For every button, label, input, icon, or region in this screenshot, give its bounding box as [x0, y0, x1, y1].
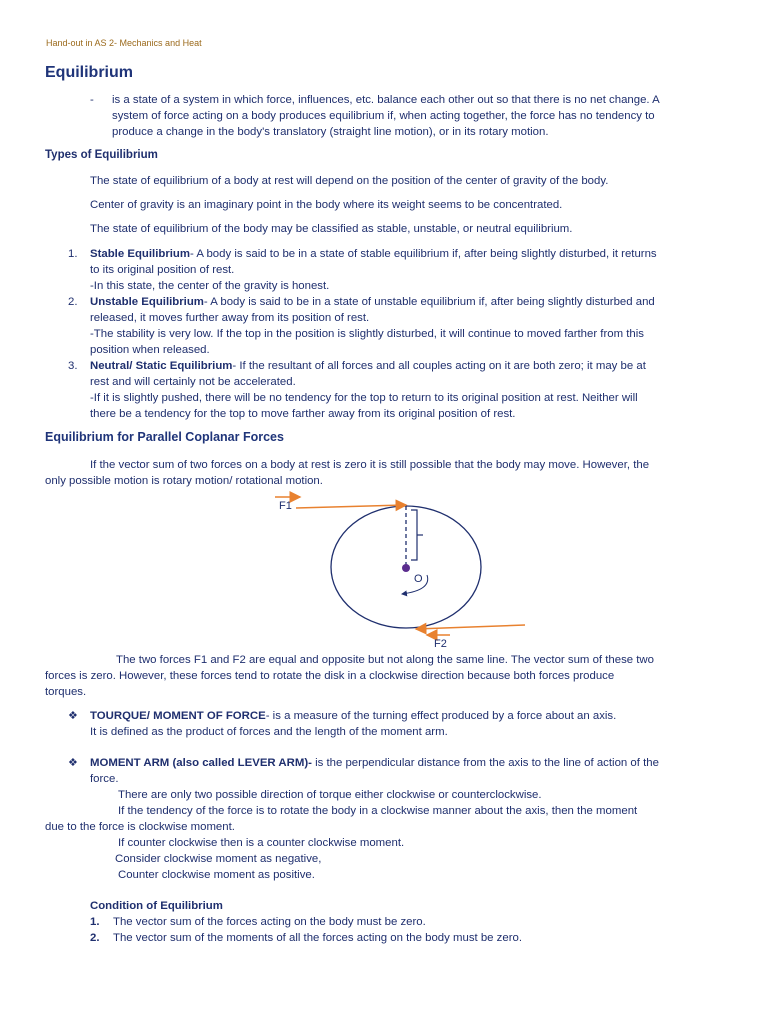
condition-heading: Condition of Equilibrium — [90, 900, 223, 912]
torque-text: It is defined as the product of forces and the length of the moment arm. — [90, 726, 448, 738]
list-term: Neutral/ Static Equilibrium — [90, 360, 233, 372]
intro-line: is a state of a system in which force, influences, etc. balance each other out so that there is no net change. A — [112, 94, 660, 106]
diamond-bullet-icon: ❖ — [68, 757, 78, 769]
list-text: - A body is said to be in a state of stable equilibrium if, after being slightly disturbed, it returns — [190, 248, 657, 260]
moment-arm-text: is the perpendicular distance from the axis to the line of action of the — [311, 757, 659, 769]
list-number: 2. — [68, 296, 78, 308]
list-text: -The stability is very low. If the top in the position is slightly disturbed, it will continue to moved farther from this — [90, 328, 644, 340]
list-item-neutral — [90, 358, 730, 422]
parallel-paragraph-line: If the vector sum of two forces on a body at rest is zero it is still possible that the body may move. However, the — [90, 459, 650, 471]
intro-dash: - — [90, 94, 94, 106]
list-text: there be a tendency for the top to move farther away from its original position of rest. — [90, 408, 516, 420]
list-text: position when released. — [90, 344, 210, 356]
condition-item: The vector sum of the forces acting on the body must be zero. — [113, 916, 426, 928]
pivot-label: O — [414, 573, 423, 585]
torque-definition — [90, 708, 730, 740]
list-text: - A body is said to be in a state of unstable equilibrium if, after being slightly disturbed and — [203, 296, 655, 308]
intro-line: produce a change in the body's translatory (straight line motion), or in its rotary motion. — [112, 126, 549, 138]
list-number: 3. — [68, 360, 78, 372]
moment-text-line: There are only two possible direction of torque either clockwise or counterclockwise. — [118, 789, 542, 801]
diagram-paragraph-line: forces is zero. However, these forces tend to rotate the disk in a clockwise direction because both forces produce — [45, 670, 615, 682]
torque-term: TOURQUE/ MOMENT OF FORCE — [90, 710, 266, 722]
intro-line: system of force acting on a body produces equilibrium if, when acting together, the force has no tendency to — [112, 110, 655, 122]
section-heading-parallel-forces: Equilibrium for Parallel Coplanar Forces — [45, 430, 284, 444]
list-term: Unstable Equilibrium — [90, 296, 204, 308]
diagram-paragraph-line: The two forces F1 and F2 are equal and opposite but not along the same line. The vector sum of these two — [116, 654, 654, 666]
list-item-unstable — [90, 294, 730, 358]
types-paragraph: The state of equilibrium of the body may be classified as stable, unstable, or neutral equilibrium. — [90, 223, 573, 235]
pivot-point — [402, 564, 410, 572]
list-item-stable — [90, 246, 730, 294]
list-number: 1. — [68, 248, 78, 260]
types-heading: Types of Equilibrium — [45, 149, 158, 161]
list-term: Stable Equilibrium — [90, 248, 190, 260]
intro-paragraph — [112, 92, 728, 140]
moment-text-line: If counter clockwise then is a counter clockwise moment. — [118, 837, 405, 849]
moment-arm-bracket — [411, 510, 417, 560]
types-paragraph: Center of gravity is an imaginary point in the body where its weight seems to be concentrated. — [90, 199, 563, 211]
moment-arm-text: force. — [90, 773, 119, 785]
types-paragraph: The state of equilibrium of a body at rest will depend on the position of the center of gravity of the body. — [90, 175, 609, 187]
list-text: - If the resultant of all forces and all couples acting on it are both zero; it may be at — [232, 360, 646, 372]
moment-text-line: due to the force is clockwise moment. — [45, 821, 235, 833]
condition-number: 1. — [90, 916, 100, 928]
moment-arm-definition — [90, 755, 730, 787]
list-text: to its original position of rest. — [90, 264, 235, 276]
condition-item: The vector sum of the moments of all the forces acting on the body must be zero. — [113, 932, 523, 944]
f2-force-arrow — [416, 625, 525, 629]
list-text: -In this state, the center of the gravity is honest. — [90, 280, 330, 292]
torque-text: - is a measure of the turning effect produced by a force about an axis. — [265, 710, 617, 722]
moment-text-line: Consider clockwise moment as negative, — [115, 853, 322, 865]
diamond-bullet-icon: ❖ — [68, 710, 78, 722]
moment-arm-term: MOMENT ARM (also called LEVER ARM)- — [90, 757, 312, 769]
moment-text-line: Counter clockwise moment as positive. — [118, 869, 315, 881]
torque-disk-diagram — [270, 490, 540, 655]
list-text: rest and will certainly not be accelerated. — [90, 376, 296, 388]
condition-number: 2. — [90, 932, 100, 944]
document-header: Hand-out in AS 2- Mechanics and Heat — [46, 38, 202, 48]
f2-label: F2 — [434, 638, 447, 650]
list-text: -If it is slightly pushed, there will be no tendency for the top to return to its original position at rest. Neither will — [90, 392, 638, 404]
parallel-paragraph-line: only possible motion is rotary motion/ rotational motion. — [45, 475, 323, 487]
diagram-paragraph-line: torques. — [45, 686, 87, 698]
f1-label: F1 — [279, 500, 292, 512]
list-text: released, it moves further away from its position of rest. — [90, 312, 370, 324]
page-title: Equilibrium — [45, 64, 133, 81]
moment-text-line: If the tendency of the force is to rotate the body in a clockwise manner about the axis, then the moment — [118, 805, 638, 817]
